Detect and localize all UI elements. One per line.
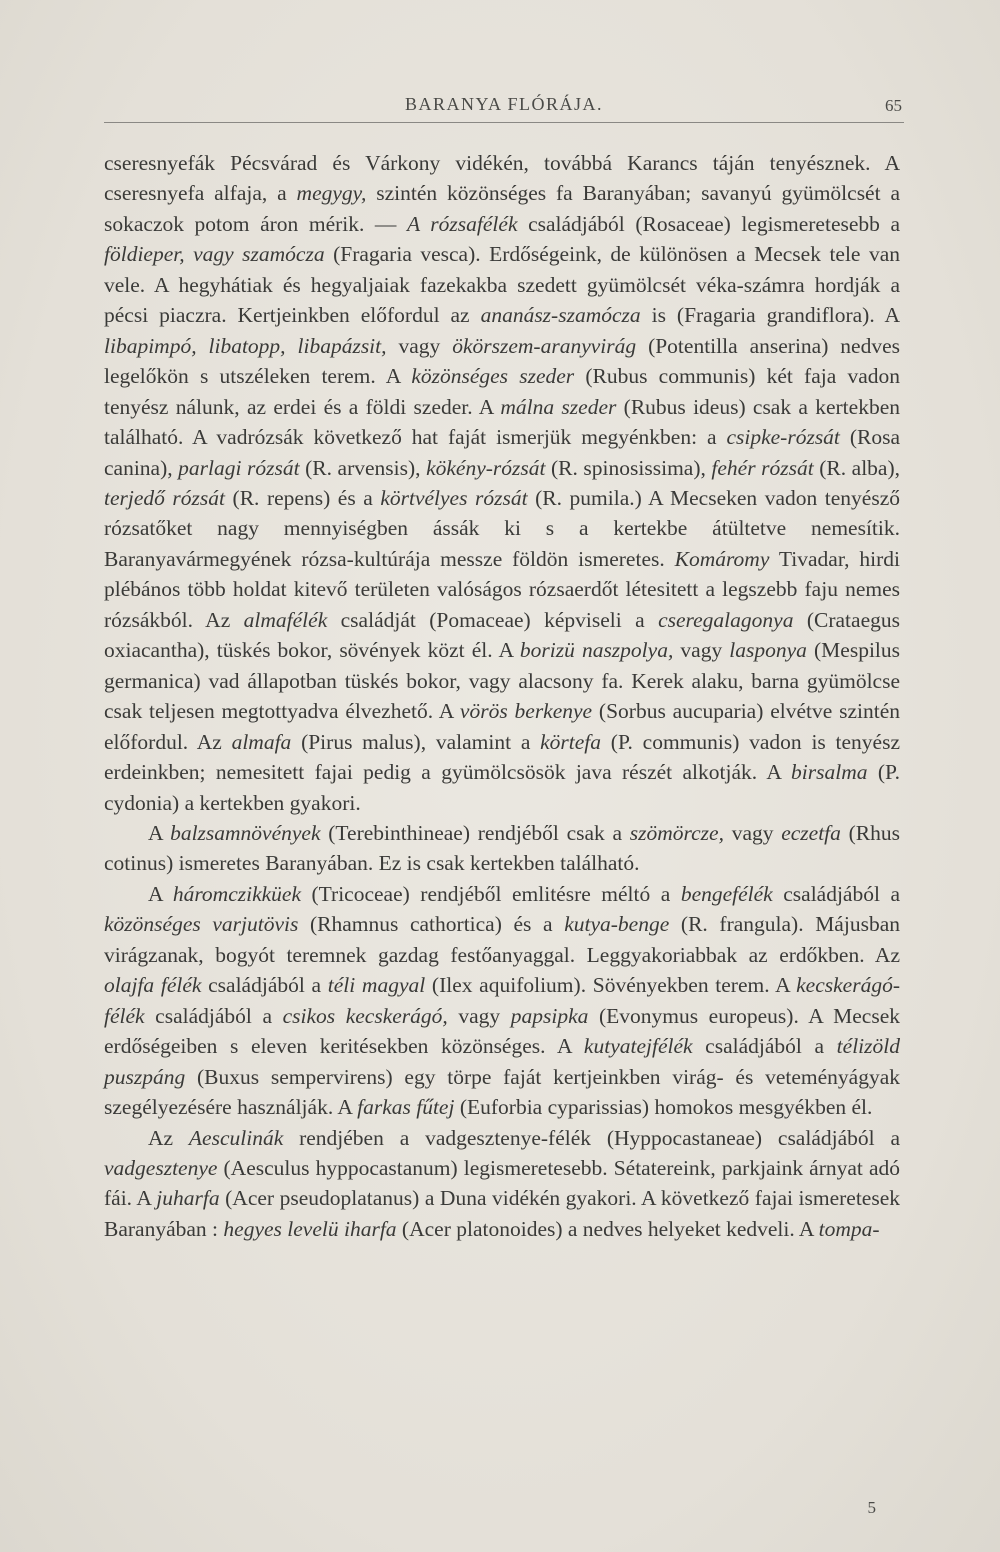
text-run: Az <box>148 1125 189 1150</box>
text-run: (Rosa canina), <box>104 425 900 480</box>
text-run: családjából a <box>144 1003 283 1028</box>
text-run: (R. repens) és a <box>225 485 381 510</box>
italic-term: bengefélék <box>680 881 773 906</box>
italic-term: hegyes levelü iharfa <box>223 1216 397 1241</box>
text-run: (R. arvensis), <box>299 455 427 480</box>
italic-term: málna szeder <box>500 394 617 419</box>
text-run: (Terebinthineae) rendjéből csak a <box>320 820 630 845</box>
italic-term: ökörszem-aranyvirág <box>452 333 637 358</box>
body-text <box>104 148 900 1244</box>
italic-term: Aesculinák <box>188 1125 284 1150</box>
text-run: (Pirus malus), valamint a <box>291 729 541 754</box>
text-run: (Mespilus germanica) vad állapotban tüskés bokor, vagy alacsony fa. Kerek alaku, barna gyümölcse csak teljesen megtottyadva élvezhető. A <box>104 638 901 724</box>
text-run: (Sorbus aucuparia) elvétve szintén előfordul. Az <box>104 699 900 754</box>
text-run: (Fragaria vesca). Erdőségeink, de különösen a Mecsek tele van vele. A hegyhátiak és hegyaljaiak fazekakba szedett gyümölcsét véka-számra hordják a pécsi piaczra. Kertjeinkben előfordul az <box>104 242 900 328</box>
italic-term: libapimpó, libatopp, libapázsit, <box>104 333 387 358</box>
italic-term: parlagi rózsát <box>178 455 300 480</box>
text-run: szintén közönséges fa Baranyában; savanyú gyümölcsét a sokaczok potom áron mérik. — <box>104 181 900 236</box>
italic-term: olajfa félék <box>104 973 202 998</box>
text-run: (Rubus ideus) csak a kertekben található. A vadrózsák következő hat faját ismerjük megyénkben: a <box>104 394 900 450</box>
text-run: (Evonymus europeus). A Mecsek erdőségeiben s eleven keritésekben közönséges. A <box>104 1003 900 1059</box>
text-run: (Rhus cotinus) ismeretes Baranyában. Ez is csak kertekben található. <box>104 820 900 876</box>
italic-term: ananász-szamócza <box>480 303 641 328</box>
text-run: vagy <box>723 820 782 845</box>
text-run: (Aesculus hyppocastanum) legismeretesebb. Sétatereink, parkjaink árnyat adó fái. A <box>104 1155 900 1211</box>
italic-term: csikos kecskerágó, <box>282 1003 448 1028</box>
paragraph-rosaceae <box>104 148 900 818</box>
text-run: (Crataegus oxiacantha), tüskés bokor, sövények közt él. A <box>104 607 900 663</box>
text-run: (P. communis) vadon is tenyész erdeinkben; nemesitett fajai pedig a gyümölcsösök java részét alkotják. A <box>104 729 901 785</box>
italic-term: megygy, <box>296 181 367 206</box>
italic-term: kutya-benge <box>564 912 670 937</box>
text-run: rendjében a vadgesztenye-félék (Hyppocastaneae) családjából a <box>283 1125 900 1150</box>
italic-term: borizü naszpolya, <box>519 638 674 663</box>
italic-term: földieper, vagy szamócza <box>104 242 325 267</box>
text-run: A <box>148 820 171 845</box>
text-run: (Potentilla anserina) nedves legelőkön s utszéleken terem. A <box>104 333 901 389</box>
signature-mark: 5 <box>867 1498 876 1517</box>
italic-term: eczetfa <box>781 820 841 845</box>
text-run: (P. cydonia) a kertekben gyakori. <box>104 760 900 815</box>
italic-term: Komáromy <box>674 546 770 571</box>
italic-term: farkas fűtej <box>357 1095 455 1120</box>
text-run: családjából a <box>772 881 900 906</box>
text-run: (Buxus sempervirens) egy törpe faját kertjeinkben virág- és veteményágyak szegélyezésére használják. A <box>104 1064 900 1120</box>
italic-term: téli magyal <box>327 973 426 998</box>
text-run: is (Fragaria grandiflora). A <box>640 303 901 328</box>
text-run: (R. alba), <box>813 455 900 480</box>
italic-term: birsalma <box>791 760 868 785</box>
text-run: családjából a <box>692 1034 837 1059</box>
italic-term: háromczikküek <box>172 881 301 906</box>
italic-term: fehér rózsát <box>711 455 814 480</box>
italic-term: lasponya <box>729 638 807 663</box>
text-run: családját (Pomaceae) képviseli a <box>327 607 659 632</box>
text-run: családjából a <box>201 973 328 998</box>
text-run: A <box>148 881 173 906</box>
italic-term: terjedő rózsát <box>104 485 226 510</box>
text-run: (Rhamnus cathortica) és a <box>298 912 565 937</box>
italic-term: vadgesztenye <box>104 1155 218 1180</box>
text-run: (Rubus communis) két faja vadon tenyész nálunk, az erdei és a földi szeder. A <box>104 364 901 419</box>
text-run: vagy <box>386 333 453 358</box>
italic-term: juharfa <box>156 1186 220 1211</box>
text-run: (R. spinosissima), <box>545 455 712 480</box>
italic-term: papsipka <box>510 1003 589 1028</box>
italic-term: tompa- <box>818 1216 880 1241</box>
italic-term: közönséges szeder <box>411 364 575 389</box>
text-run: vagy <box>673 638 730 663</box>
italic-term: kecskerágó-félék <box>104 973 900 1028</box>
text-run: (Tricoceae) rendjéből emlitésre méltó a <box>301 881 681 906</box>
italic-term: körtvélyes rózsát <box>380 485 528 510</box>
italic-term: kökény-rózsát <box>426 455 546 480</box>
text-run: (Euforbia cyparissias) homokos mesgyékben él. <box>454 1095 873 1120</box>
page-number: 65 <box>885 96 902 115</box>
italic-term: körtefa <box>540 729 602 754</box>
text-run: (Acer pseudoplatanus) a Duna vidékén gyakori. A következő fajai ismeretesek Baranyában : <box>104 1186 900 1241</box>
italic-term: csipke-rózsát <box>726 425 840 450</box>
running-title: BARANYA FLÓRÁJA. <box>404 94 604 114</box>
text-run: cseresnyefák Pécsvárad és Várkony vidékén, továbbá Karancs táján tenyésznek. A cseresnyefa alfaja, a <box>104 151 900 206</box>
italic-term: almafélék <box>243 607 328 632</box>
text-run: (Ilex aquifolium). Sövényekben terem. A <box>425 973 797 998</box>
paragraph-aesculinae <box>104 1123 900 1245</box>
text-run: (R. pumila.) A Mecseken vadon tenyésző rózsatőket nagy mennyiségben ássák ki s a kertekbe átültetve nemesítik. Baranyavármegyének rózsa-kultúrája messze földön ismeretes. <box>104 485 900 571</box>
text-run: Tivadar, hirdi plébános több holdat kitevő területen valóságos rózsaerdőt létesitett a legszebb faju nemes rózsákból. Az <box>104 546 901 632</box>
italic-term: almafa <box>231 729 292 754</box>
italic-term: télizöld puszpáng <box>104 1034 900 1089</box>
italic-term: közönséges varjutövis <box>104 912 299 937</box>
italic-term: kutyatejfélék <box>583 1034 693 1059</box>
text-run: vagy <box>447 1003 511 1028</box>
text-run: (R. frangula). Májusban virágzanak, bogyót teremnek gazdag festőanyaggal. Leggyakoriabbak az erdőkben. Az <box>104 912 900 967</box>
italic-term: szömörcze, <box>629 820 724 845</box>
text-run: (Acer platonoides) a nedves helyeket kedveli. A <box>396 1216 819 1241</box>
page-header <box>104 90 904 123</box>
italic-term: cseregalagonya <box>658 607 794 632</box>
italic-term: balzsamnövények <box>170 820 321 845</box>
text-run: családjából (Rosaceae) legismeretesebb a <box>517 211 901 236</box>
italic-term: A rózsafélék <box>407 211 518 236</box>
paragraph-tricoceae <box>104 879 900 1123</box>
italic-term: vörös berkenye <box>459 699 593 724</box>
paragraph-terebinthineae <box>104 818 900 879</box>
